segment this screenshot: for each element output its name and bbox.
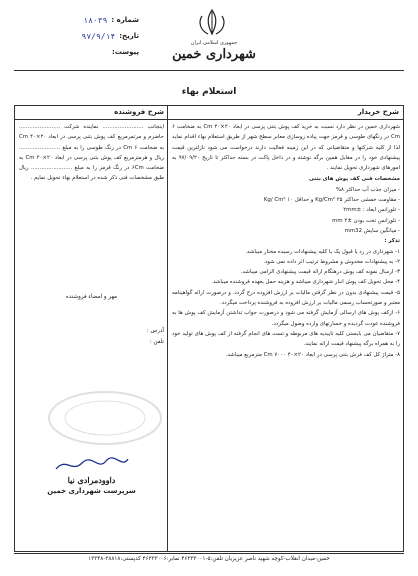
emblem-logo	[188, 8, 236, 38]
signer-title: سرپرست شهرداری خمین	[47, 487, 136, 495]
organization-name: شهرداری خمین	[172, 47, 256, 62]
spec-item: - میانگین سایش mm32	[344, 227, 400, 234]
note-item: ۸- متراژ کل کف فرش بتنی پرسی در ابعاد ۲۰×۴۰ Cm ۷۰۰۰ مترمربع میباشد.	[225, 351, 400, 358]
number-label: شماره :	[111, 16, 139, 24]
buyer-column-header: شرح خریدار	[357, 108, 399, 116]
spec-item: - میزان جذب آب حداکثر ۸%	[335, 186, 400, 193]
footer-contact: خمین-میدان انقلاب-کوچه شهید ناصر عزیزیان تلفن:۵-۴۶۳۳۳۰۰۱ نمابر:۴۶۳۳۳۰۰۶ کدپستی:۳۸۸۱۸-۱۳۳۴۸	[88, 556, 330, 562]
spec-item: - تلورانس تخت بودن ±۲ mm	[332, 217, 400, 224]
signer-name: داوودمرادی نیا	[67, 475, 116, 485]
buyer-intro-text: شهرداری خمین در نظر دارد نسبت به خرید کف پوش بتنی پرسی در ابعاد ۲۰×۴۰ Cm به ضخامت ۶ Cm در رنگهای طوسی و قرمز جهت پیاده روسازی معابر سطح شهر از طریق استعلام بهاء اقدام نماید لذا از کلیه شرکتها و متقاضیانی که در این زمینه فعالیت دارند درخواست می شود نازلترین قیمت پیشنهادی خود را در مقابل همین برگه نوشته و در داخل پاکت در بسته حداکثر تا تاریخ ۹۷/۰۹/۲۰ به امورهای شهرداری تحویل نمایند .	[172, 124, 400, 172]
note-item: ۵- قیمت پیشنهادی بدون در نظر گرفتن مالیات بر ارزش افزوده درج گردد. و درصورت ارائه گواهینامه معتبر و صورتحساب رسمی مالیات بر ارزش افزوده به فروشنده پرداخت میگردد.	[172, 289, 400, 307]
inquiry-table	[14, 105, 404, 552]
notes-list	[172, 247, 400, 360]
seller-contact	[19, 326, 164, 348]
spec-item: - مقاومت خمشی حداکثر Kg/Cm² ۲۵ و حداقل Kg/ Cm² ۱۰	[263, 197, 400, 204]
seller-signature-label: مهر و امضاء فروشنده	[65, 294, 118, 300]
letter-meta	[14, 12, 139, 60]
note-item: ۶- ازکف پوش های ارسالی آزمایش گرفته می شود و درصورت جواب تداشتن آزمایش کف پوش ها به فروشنده عودت گردیده و خسارتهای وارده وصول میگردد.	[172, 310, 400, 327]
phone-label: تلفن :	[149, 339, 164, 345]
seller-offer-text: اینجانب ........................ نماینده شرکت ........................ حاضرم و مرتمرمربع کف پوش بتنی پرسی در ابعاد ۲۰×۴۰ Cm به ضخامت ۶ Cm در رنگ طوسی را به مبلغ ........................ ریال و هرمترمربع کف پوش بتنی پرسی در ابعاد ۲۰×۴۰ Cm به ضخامت ۶Cm در رنگ قرمز را به مبلغ ........................ ریال طبق مشخصات فنی ذکر شده در استعلام بهاء تحویل نمایم .	[19, 124, 165, 182]
spec-title: مشخصات فنی کف پوش های بتنی	[308, 176, 400, 183]
emblem-motto: جمهوری اسلامی ایران	[190, 40, 238, 46]
footer-divider	[14, 553, 404, 554]
note-item: ۷- متقاضیان می بایستی کلیه تاییدیه های مربوطه و تست های انجام گرفته از کف پوش های تولید خود را به همراه برگه پیشنهاد قیمت ارائه نمایند.	[172, 330, 400, 348]
spec-item: - تلورانس ابعاد : ±۲mm	[343, 207, 400, 214]
header-row-divider	[15, 119, 403, 120]
header-divider	[14, 70, 404, 71]
document-title: استعلام بهاء	[181, 87, 237, 97]
buyer-section	[172, 122, 400, 360]
column-divider	[167, 106, 168, 551]
attachment-row	[14, 44, 139, 60]
notes-title: تذکر :	[384, 238, 400, 245]
note-item: ۴- محل تحویل کف پوش انبار شهرداری میباشد و هزینه حمل بعهده فروشنده میباشد.	[211, 279, 400, 286]
signature-scribble	[52, 455, 132, 475]
number-row	[14, 12, 139, 28]
number-value: ۱۸۰۳۹	[83, 15, 108, 25]
date-row	[14, 28, 139, 44]
note-item: ۲- به پیشنهادات مخدوش و مشروط ترتیب اثر داده نمی شود.	[263, 258, 400, 265]
date-label: تاریخ:	[119, 32, 139, 40]
official-signature	[19, 461, 164, 495]
attachment-label: پیوست:	[112, 48, 139, 56]
note-item: ۳- ارسال نمونه کف پوش درهنگام ارائه قیمت پیشنهادی الزامی میباشد.	[240, 269, 400, 276]
seller-column-header: شرح فروشنده	[114, 108, 164, 116]
date-value: ۹۷/۹/۱۴	[81, 31, 116, 41]
watermark-logo	[45, 388, 165, 448]
address-label: آدرس :	[146, 328, 164, 334]
note-item: ۱- شهرداری در رد یا قبول یک یا کلیه پیشنهادات رسیده مختار میباشد.	[245, 248, 400, 255]
